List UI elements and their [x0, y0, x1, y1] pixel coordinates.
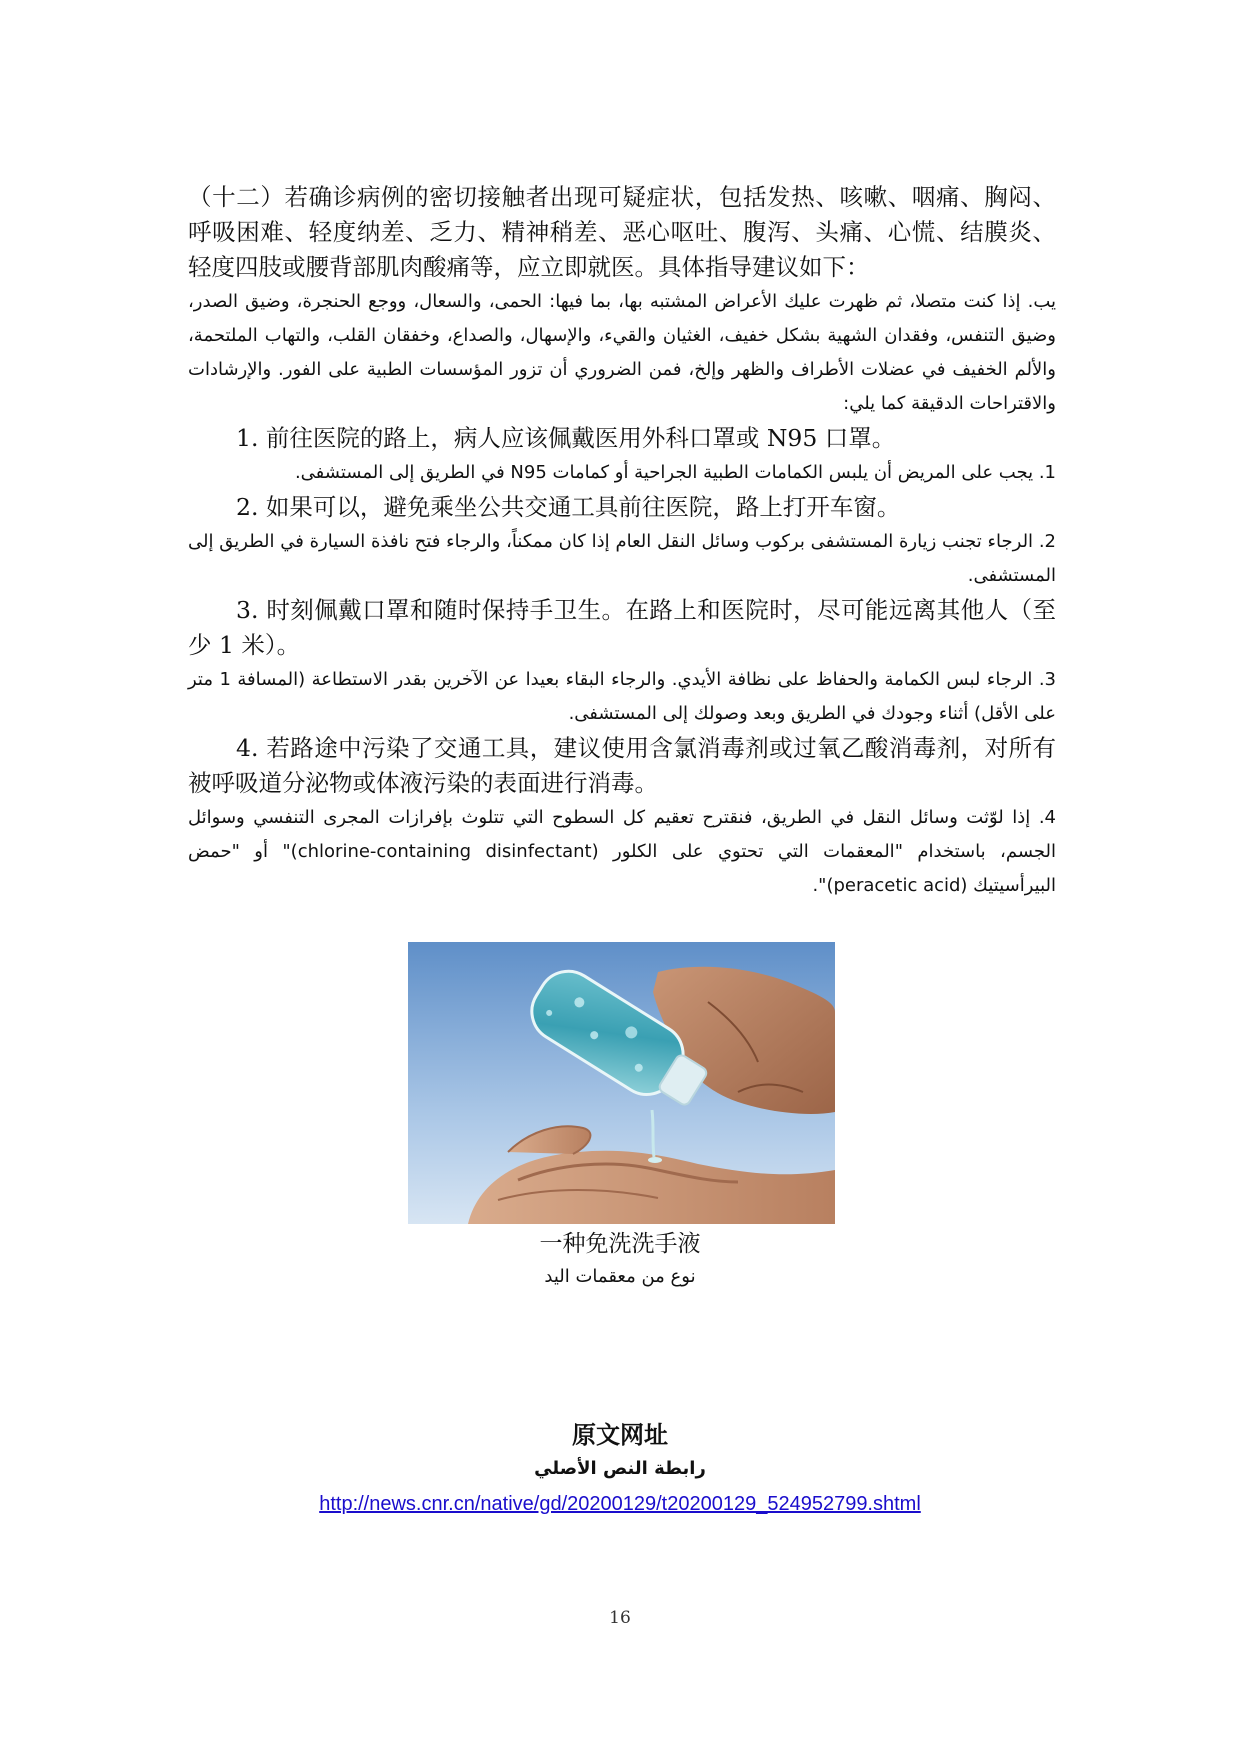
source-url-link[interactable]: http://news.cnr.cn/native/gd/20200129/t20200129_524952799.shtml: [319, 1493, 921, 1515]
page-number: 16: [609, 1608, 631, 1628]
ar-item-3: 3. الرجاء لبس الكمامة والحفاظ على نظافة الأيدي. والرجاء البقاء بعيدا عن الآخرين بقدر الاستطاعة (المسافة 1 متر على الأقل) أثناء وجودك في الطريق وبعد وصولك إلى المستشفى.: [188, 669, 1056, 724]
source-title-ar: رابطة النص الأصلي: [534, 1458, 706, 1479]
hand-sanitizer-photo: [408, 942, 835, 1224]
ar-item-1: 1. يجب على المريض أن يلبس الكمامات الطبية الجراحية أو كمامات N95 في الطريق إلى المستشفى.: [294, 462, 1056, 483]
ar-item-2: 2. الرجاء تجنب زيارة المستشفى بركوب وسائل النقل العام إذا كان ممكناً، والرجاء فتح نافذة السيارة في الطريق إلى المستشفى.: [188, 531, 1056, 586]
figure-caption-ar: نوع من معقمات اليد: [544, 1266, 696, 1287]
ar-item-4: 4. إذا لوّثت وسائل النقل في الطريق، فنقترح تعقيم كل السطوح التي تتلوث بإفرازات المجرى التنفسي وسوائل الجسم، باستخدام "المعقمات التي تحتوي على الكلور (chlorine-containing disinfectant)" أو "حمض البيرأسيتيك (peracetic acid)".: [188, 807, 1056, 896]
zh-intro-paragraph: （十二）若确诊病例的密切接触者出现可疑症状，包括发热、咳嗽、咽痛、胸闷、呼吸困难、轻度纳差、乏力、精神稍差、恶心呕吐、腹泻、头痛、心慌、结膜炎、轻度四肢或腰背部肌肉酸痛等，应立即就医。具体指导建议如下：: [188, 183, 1056, 281]
zh-item-3: 3. 时刻佩戴口罩和随时保持手卫生。在路上和医院时，尽可能远离其他人（至少 1 米）。: [188, 596, 1056, 659]
document-body: [188, 180, 1056, 903]
figure-caption-zh: 一种免洗洗手液: [539, 1231, 701, 1257]
source-link-container: [0, 1490, 1240, 1518]
zh-item-4: 4. 若路途中污染了交通工具，建议使用含氯消毒剂或过氧乙酸消毒剂，对所有被呼吸道分泌物或体液污染的表面进行消毒。: [188, 734, 1056, 797]
ar-intro-paragraph: يب. إذا كنت متصلا، ثم ظهرت عليك الأعراض المشتبه بها، بما فيها: الحمى، والسعال، ووجع الحنجرة، وضيق الصدر، وضيق التنفس، وفقدان الشهية بشكل خفيف، الغثيان والقيء، والإسهال، والصداع، وخفقان القلب، والتهاب الملتحمة، والألم الخفيف في عضلات الأطراف والظهر وإلخ، فمن الضروري أن تزور المؤسسات الطبية على الفور. والإرشادات والاقتراحات الدقيقة كما يلي:: [188, 291, 1056, 414]
source-title-zh: 原文网址: [572, 1420, 668, 1449]
zh-item-1: 1. 前往医院的路上，病人应该佩戴医用外科口罩或 N95 口罩。: [236, 424, 896, 452]
zh-item-2: 2. 如果可以，避免乘坐公共交通工具前往医院，路上打开车窗。: [236, 493, 901, 521]
